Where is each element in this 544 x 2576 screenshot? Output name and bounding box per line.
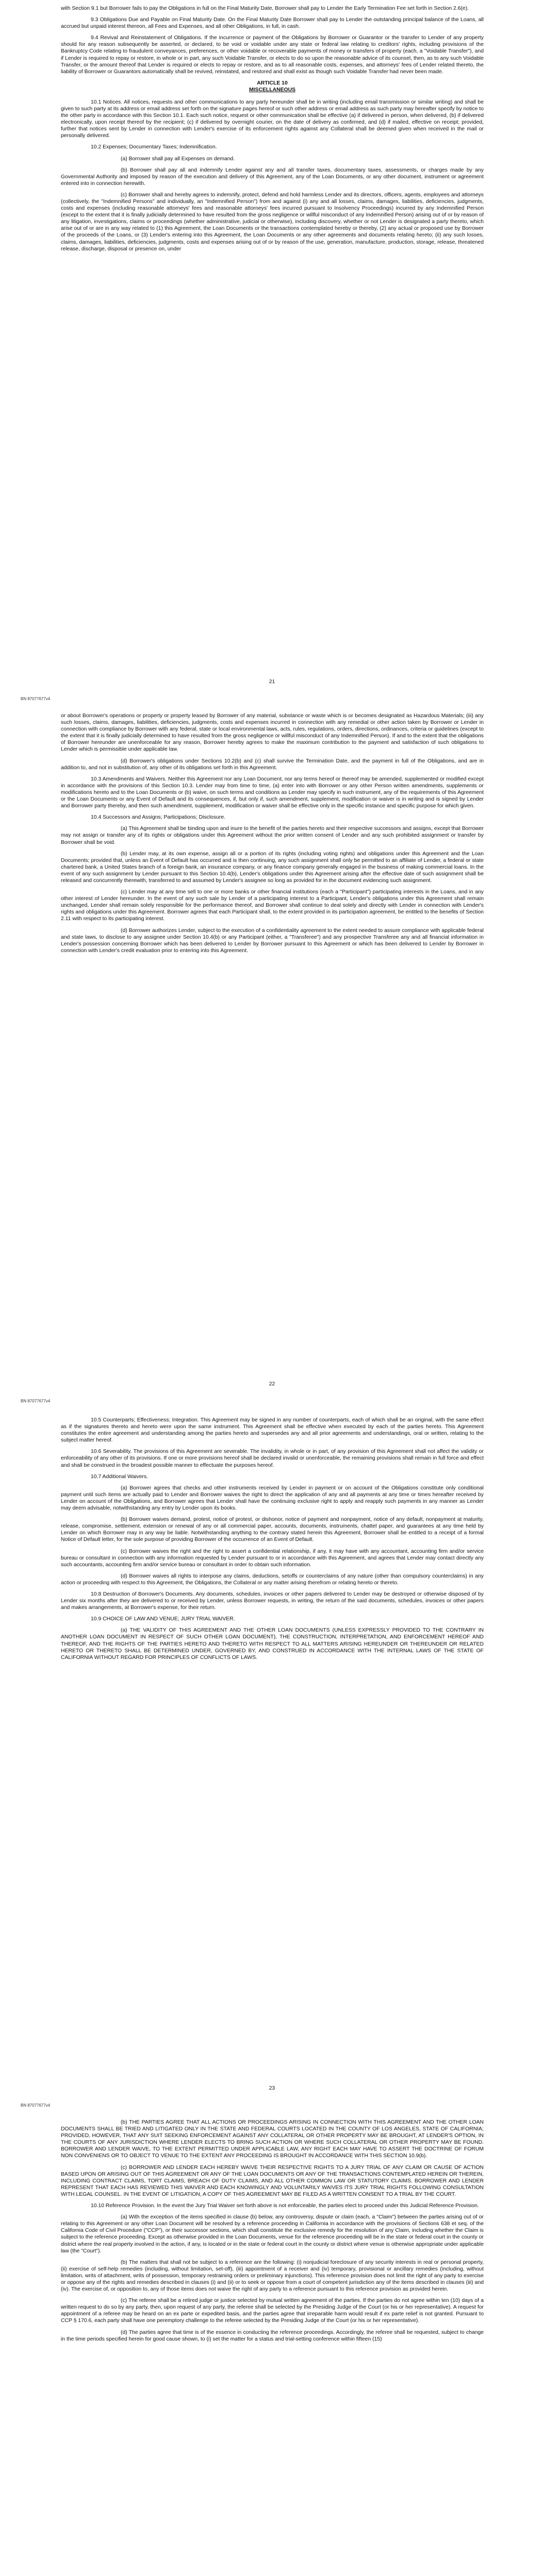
paragraph: 9.4 Revival and Reinstatement of Obligations. If the incurrence or payment of the Obligations by Borrower or Guarantor or the transfer to Lender of any property should for any reason subsequently be asserted, or declared, to be void or voidable under any state or federal law relating to creditors' rights, including provisions of the Bankruptcy Code relating to fraudulent conveyances, preferences, or other voidable or recoverable payments of money or transfers of property (each, a "Voidable Transfer"), and if Lender is required to repay or restore, in whole or in part, any such Voidable Transfer, or elects to do so upon the reasonable advice of its counsel, then, as to any such Voidable Transfer, or the amount thereof that Lender is required or elects to repay or restore, and as to all reasonable costs, expenses, and attorneys' fees of Lender related thereto, the liability of Borrower or Guarantors automatically shall be revived, reinstated, and restored and shall exist as though such Voidable Transfer had never been made. (61, 35, 484, 75)
paragraph: (b) Borrower shall pay all and indemnify Lender against any and all transfer taxes, documentary taxes, assessments, or charges made by any Governmental Authority and imposed by reason of the execution and delivery of this Agreement, any of the Loan Documents, or any other document, instrument or agreement entered into in connection herewith. (61, 167, 484, 187)
paragraph: (a) Borrower shall pay all Expenses on demand. (121, 156, 235, 162)
paragraph: (c) The referee shall be a retired judge or justice selected by mutual written agreement of the parties. If the parties do not agree within ten (10) days of a written request to do so by any party, then, upon request of any party, the referee shall be selected by the Presiding Judge of the Court (or his or her representative). A request for appointment of a referee may be heard on an ex parte or expedited basis, and the parties agree that irreparable harm would result if ex parte relief is not granted. Pursuant to CCP § 170.6, each party shall have one peremptory challenge to the referee selected by the Presiding Judge of the Court (or his or her representative). (61, 2298, 484, 2324)
paragraph: 10.2 Expenses; Documentary Taxes; Indemnification. (91, 144, 217, 150)
page-number: 23 (269, 2086, 275, 2091)
paragraph: (d) Borrower's obligations under Sections 10.2(b) and (c) shall survive the Termination Date, and the payment in full of the Obligations, and are in addition to, and not in substitution of, any other of its obligations set forth in this Agreement. (61, 758, 484, 771)
paragraph: 10.9 CHOICE OF LAW AND VENUE; JURY TRIAL WAIVER. (91, 1616, 235, 1622)
paragraph: 9.3 Obligations Due and Payable on Final Maturity Date. On the Final Maturity Date Borrower shall pay to Lender the outstanding principal balance of the Loans, all accrued but unpaid interest thereon, all Fees and Expenses, and all other Obligations, in full, in cash. (61, 17, 484, 30)
paragraph: (b) Borrower waives demand, protest, notice of protest, or dishonor, notice of payment and nonpayment, notice of any default, nonpayment at maturity, release, compromise, settlement, extension or renewal of any or all commercial paper, accounts, documents, instruments, chattel paper, and guarantees at any time held by Lender on which Borrower may in any way be liable. Notwithstanding anything to the contrary stated herein this Agreement, Borrower shall be entitled to a receipt of a formal Notice of Default letter, for the sole purpose of providing Borrower of the occurrence of an Event of Default. (61, 1517, 484, 1543)
paragraph: (b) THE PARTIES AGREE THAT ALL ACTIONS OR PROCEEDINGS ARISING IN CONNECTION WITH THIS AGREEMENT AND THE OTHER LOAN DOCUMENTS SHALL BE TRIED AND LITIGATED ONLY IN THE STATE AND FEDERAL COURTS LOCATED IN THE COUNTY OF LOS ANGELES, STATE OF CALIFORNIA; PROVIDED, HOWEVER, THAT ANY SUIT SEEKING ENFORCEMENT AGAINST ANY COLLATERAL OR OTHER PROPERTY MAY BE BROUGHT, AT LENDER'S OPTION, IN THE COURTS OF ANY JURISDICTION WHERE LENDER ELECTS TO BRING SUCH ACTION OR WHERE SUCH COLLATERAL OR OTHER PROPERTY MAY BE FOUND. BORROWER AND LENDER WAIVE, TO THE EXTENT PERMITTED UNDER APPLICABLE LAW, ANY RIGHT EACH MAY HAVE TO ASSERT THE DOCTRINE OF FORUM NON CONVENIENS OR TO OBJECT TO VENUE TO THE EXTENT ANY PROCEEDING IS BROUGHT IN ACCORDANCE WITH THIS SECTION 10.9(b). (61, 2120, 484, 2159)
paragraph: (a) With the exception of the items specified in clause (b) below, any controversy, dispute or claim (each, a "Claim") between the parties arising out of or relating to this Agreement or any other Loan Document will be resolved by a reference proceeding in California in accordance with the provisions of Sections 638 et seq. of the California Code of Civil Procedure ("CCP"), or their successor sections, which shall constitute the exclusive remedy for the resolution of any Claim, including whether the Claim is subject to the reference proceeding. Except as otherwise provided in the Loan Documents, venue for the reference proceeding will be in the state or federal court in the county or district where the real property involved in the action, if any, is located or in the state or federal court in the county or district where venue is otherwise appropriate under applicable law (the "Court"). (61, 2214, 484, 2254)
article-title: ARTICLE 10 (257, 80, 288, 86)
article-subtitle: MISCELLANEOUS (249, 87, 296, 93)
paragraph: with Section 9.1 but Borrower fails to pay the Obligations in full on the Final Maturity Date, Borrower shall pay to Lender the Early Termination Fee set forth in Section 2.6(e). (61, 6, 469, 11)
paragraph: (d) The parties agree that time is of the essence in conducting the reference proceedings. Accordingly, the referee shall be requested, subject to change in the time periods specified herein for good cause shown, to (i) set the matter for a status and trial-setting conference within fifteen (15) (61, 2329, 484, 2342)
page-23 (0, 1406, 544, 2110)
paragraph: (d) Borrower authorizes Lender, subject to the execution of a confidentiality agreement to the extent needed to assure compliance with applicable federal and state laws, to disclose to any assignee under Section 10.4(b) or any Participant (either, a "Transferee") and any prospective Transferee any and all financial information in Lender's possession concerning Borrower which has been delivered to Lender by Borrower pursuant to this Agreement or which has been delivered to Lender by Borrower in connection with Lender's credit evaluation prior to entering into this Agreement. (61, 927, 484, 954)
paragraph: (c) Borrower waives the right and the right to assert a confidential relationship, if any, it may have with any accountant, accounting firm and/or service bureau or consultant in connection with any information requested by Lender pursuant to or in accordance with this Agreement, and agrees that Lender may contact directly any such accountants, accounting firm and/or service bureau or consultant in order to obtain such information. (61, 1548, 484, 1568)
paragraph: (a) Borrower agrees that checks and other instruments received by Lender in payment or on account of the Obligations constitute only conditional payment until such items are actually paid to Lender and Borrower waives the right to direct the application of any and all payments at any time or times hereafter received by Lender on account of the Obligations, and Borrower agrees that Lender shall have the continuing exclusive right to apply and reapply such payments in any manner as Lender may deem advisable, notwithstanding any entry by Lender upon its books. (61, 1485, 484, 1512)
page-23-paragraphs (61, 1417, 484, 1661)
paragraph: 10.1 Notices. All notices, requests and other communications to any party hereunder shall be in writing (including email transmission or similar writing) and shall be given to such party at its address or email address set forth on the signature pages hereof or such other address or email address as such party may hereafter specify by notice to the other party in accordance with this Section 10.1. Each such notice, request or other communication shall be effective (a) if delivered in person, when delivered, (b) if delivered electronically, upon receipt thereof by the recipient; (c) if delivered by overnight courier, on the date of delivery as confirmed, and (d) if mailed, effective on receipt; provided, further that notices sent by Lender in connection with Lender's exercise of its enforcement rights against any Collateral shall be deemed given when received in the mail or personally delivered. (61, 99, 484, 139)
page-number: 21 (269, 679, 275, 685)
paragraph: 10.7 Additional Waivers. (91, 1473, 149, 1480)
document-footer-id: BN 87077677v4 (21, 1399, 51, 1403)
document-footer-id: BN 87077677v4 (21, 697, 51, 701)
paragraph: (b) Lender may, at its own expense, assign all or a portion of its rights (including voting rights) and obligations under this Agreement and the Loan Documents; provided that, unless an Event of Default has occurred and is then continuing, any such assignment shall only be permitted to an affiliate of Lender, a federal or state chartered bank, a United States branch of a foreign bank, an insurance company, or any finance company generally engaged in the business of making commercial loans. In the event of any such assignment by Lender pursuant to this Section 10.4(b), Lender's obligations under this Agreement arising after the effective date of such assignment shall be released and concurrently therewith, transferred to and assumed by Lender's assignee so long as provided for in the document evidencing such assignment. (61, 851, 484, 884)
document-footer-id: BN 87077677v4 (21, 2103, 51, 2108)
page-21-paragraphs (61, 5, 484, 75)
paragraph: (c) Lender may at any time sell to one or more banks or other financial institutions (each a "Participant") participating interests in the Loans, and in any other interest of Lender hereunder. In the event of any such sale by Lender of a participating interest to a Participant, Lender's obligations under this Agreement shall remain unchanged, Lender shall remain solely responsible for the performance thereof, and Borrower shall continue to deal solely and directly with Lender in connection with Lender's rights and obligations under this Agreement. Borrower agrees that each Participant shall, to the extent provided in its participation agreement, be entitled to the benefits of Section 2.11 with respect to its participating interest. (61, 889, 484, 922)
paragraph: (c) Borrower shall and hereby agrees to indemnify, protect, defend and hold harmless Lender and its directors, officers, agents, employees and attorneys (collectively, the "Indemnified Persons" and individually, an "Indemnified Person") from and against (i) any and all losses, claims, damages, liabilities, deficiencies, judgments, costs and expenses (including reasonable attorneys' fees and reasonable attorneys' fees incurred pursuant to Insolvency Proceedings) incurred by any Indemnified Person (except to the extent that it is finally judicially determined to have resulted from the gross negligence or willful misconduct of any Indemnified Person) arising out of or by reason of any litigation, investigations, claims or proceedings (whether administrative, judicial or otherwise), including discovery, whether or not Lender is designated a party thereto, which arise out of or are in any way related to (1) this Agreement, the Loan Documents or the transactions contemplated hereby or thereby, (2) any actual or proposed use by Borrower of the proceeds of the Loans, or (3) Lender's entering into this Agreement, the Loan Documents or any other agreements and documents relating hereto; (ii) any such losses, claims, damages, liabilities, deficiencies, judgments, costs and expenses arising out of or by reason of the use, generation, manufacture, production, storage, release, threatened release, discharge, disposal or presence on, under (61, 192, 484, 252)
page-number: 22 (269, 1381, 275, 1387)
paragraph: 10.10 Reference Provision. In the event the Jury Trial Waiver set forth above is not enforceable, the parties elect to proceed under this Judicial Reference Provision. (91, 2203, 479, 2209)
paragraph: 10.4 Successors and Assigns; Participations; Disclosure. (91, 815, 226, 821)
page-24-paragraphs (61, 2119, 484, 2343)
paragraph: 10.6 Severability. The provisions of this Agreement are severable. The invalidity, in whole or in part, of any provision of this Agreement shall not affect the validity or enforceability of any other of its provisions. If one or more provisions hereof shall be declared invalid or unenforceable, the remaining provisions shall remain in full force and effect and shall be construed in the broadest possible manner to effectuate the purposes hereof. (61, 1449, 484, 1468)
paragraph: 10.5 Counterparts; Effectiveness; Integration. This Agreement may be signed in any number of counterparts, each of which shall be an original, with the same effect as if the signatures thereto and hereto were upon the same instrument. This Agreement shall be effective when executed by each of the parties hereto. This Agreement constitutes the entire agreement and understanding among the parties hereto and supersedes any and all prior agreements and understandings, oral or written, relating to the subject matter hereof. (61, 1417, 484, 1444)
paragraph: (a) This Agreement shall be binding upon and inure to the benefit of the parties hereto and their respective successors and assigns, except that Borrower may not assign or transfer any of its rights or obligations under this Agreement without the prior written consent of Lender and any such prohibited assignment or transfer by Borrower shall be void. (61, 826, 484, 845)
paragraph: or about Borrower's operations or property or property leased by Borrower of any material, substance or waste which is or becomes designated as Hazardous Materials; (iii) any such losses, claims, damages, liabilities, deficiencies, judgments, costs and expenses incurred in connection with any remedial or other action taken by Borrower or Lender in connection with compliance by Borrower with any federal, state or local environmental laws, acts, rules, regulations, orders, directions, ordinances, criteria or guidelines (except to the extent that it is finally judicially determined to have resulted from the gross negligence or willful misconduct of any Indemnified Person). If and to the extent that the obligations of Borrower hereunder are unenforceable for any reason, Borrower hereby agrees to make the maximum contribution to the payment and satisfaction of such obligations to Lender which is permissible under applicable law. (61, 713, 484, 753)
paragraph: 10.3 Amendments and Waivers. Neither this Agreement nor any Loan Document, nor any terms hereof or thereof may be amended, supplemented or modified except in accordance with the provisions of this Section 10.3. Lender may from time to time, (a) enter into with Borrower or any other Person written amendments, supplements or modifications hereto and to the Loan Documents or (b) waive, on such terms and conditions as Lender may specify in such instrument, any of the requirements of this Agreement or the Loan Documents or any Event of Default and its consequences, if, but only if, such amendment, supplement, modification or waiver is in writing and is signed by Lender and Borrower party thereby, and then such amendment, supplement, modification or waiver shall be effective only in the specific instance and specific purpose for which given. (61, 776, 484, 809)
page-21-paragraphs-2 (61, 99, 484, 252)
page-22-paragraphs (61, 713, 484, 954)
paragraph: (d) Borrower waives all rights to interpose any claims, deductions, setoffs or counterclaims of any nature (other than compulsory counterclaims) in any action or proceeding with respect to this Agreement, the Obligations, the Collateral or any matter arising therefrom or relating hereto or thereto. (61, 1573, 484, 1586)
page-21 (0, 0, 544, 703)
paragraph: (c) BORROWER AND LENDER EACH HEREBY WAIVE THEIR RESPECTIVE RIGHTS TO A JURY TRIAL OF ANY CLAIM OR CAUSE OF ACTION BASED UPON OR ARISING OUT OF THIS AGREEMENT OR ANY OF THE LOAN DOCUMENTS OR ANY OF THE TRANSACTIONS CONTEMPLATED HEREIN OR THEREIN, INCLUDING CONTRACT CLAIMS, TORT CLAIMS, BREACH OF DUTY CLAIMS, AND ALL OTHER COMMON LAW OR STATUTORY CLAIMS. BORROWER AND LENDER REPRESENT THAT EACH HAS REVIEWED THIS WAIVER AND EACH KNOWINGLY AND VOLUNTARILY WAIVES ITS JURY TRIAL RIGHTS FOLLOWING CONSULTATION WITH LEGAL COUNSEL. IN THE EVENT OF LITIGATION, A COPY OF THIS AGREEMENT MAY BE FILED AS A WRITTEN CONSENT TO A TRIAL BY THE COURT. (61, 2164, 484, 2197)
page-24 (0, 2110, 544, 2576)
paragraph: 10.8 Destruction of Borrower's Documents. Any documents, schedules, invoices or other papers delivered to Lender may be destroyed or otherwise disposed of by Lender six months after they are delivered to or received by Lender, unless Borrower requests, in writing, the return of the said documents, schedules, invoices or other papers and makes arrangements, at Borrower's expense, for their return. (61, 1591, 484, 1611)
page-22 (0, 703, 544, 1406)
paragraph: (a) THE VALIDITY OF THIS AGREEMENT AND THE OTHER LOAN DOCUMENTS (UNLESS EXPRESSLY PROVIDED TO THE CONTRARY IN ANOTHER LOAN DOCUMENT IN RESPECT OF SUCH OTHER LOAN DOCUMENT), THE CONSTRUCTION, INTERPRETATION, AND ENFORCEMENT HEREOF AND THEREOF, AND THE RIGHTS OF THE PARTIES HERETO AND THERETO WITH RESPECT TO ALL MATTERS ARISING HEREUNDER OR THEREUNDER OR RELATED HERETO OR THERETO SHALL BE DETERMINED UNDER, GOVERNED BY, AND CONSTRUED IN ACCORDANCE WITH THE INTERNAL LAWS OF THE STATE OF CALIFORNIA WITHOUT REGARD FOR PRINCIPLES OF CONFLICTS OF LAWS. (61, 1628, 484, 1660)
paragraph: (b) The matters that shall not be subject to a reference are the following: (i) nonjudicial foreclosure of any security interests in real or personal property, (ii) exercise of self-help remedies (including, without limitation, set-off), (iii) appointment of a receiver and (iv) temporary, provisional or ancillary remedies (including, without limitation, writs of attachment, writs of possession, temporary restraining orders or preliminary injunctions). This reference provision does not limit the right of any party to exercise or oppose any of the rights and remedies described in clauses (i) and (ii) or to seek or oppose from a court of competent jurisdiction any of the items described in clauses (iii) and (iv). The exercise of, or opposition to, any of those items does not waive the right of any party to a reference pursuant to this reference provision as provided herein. (61, 2259, 484, 2293)
